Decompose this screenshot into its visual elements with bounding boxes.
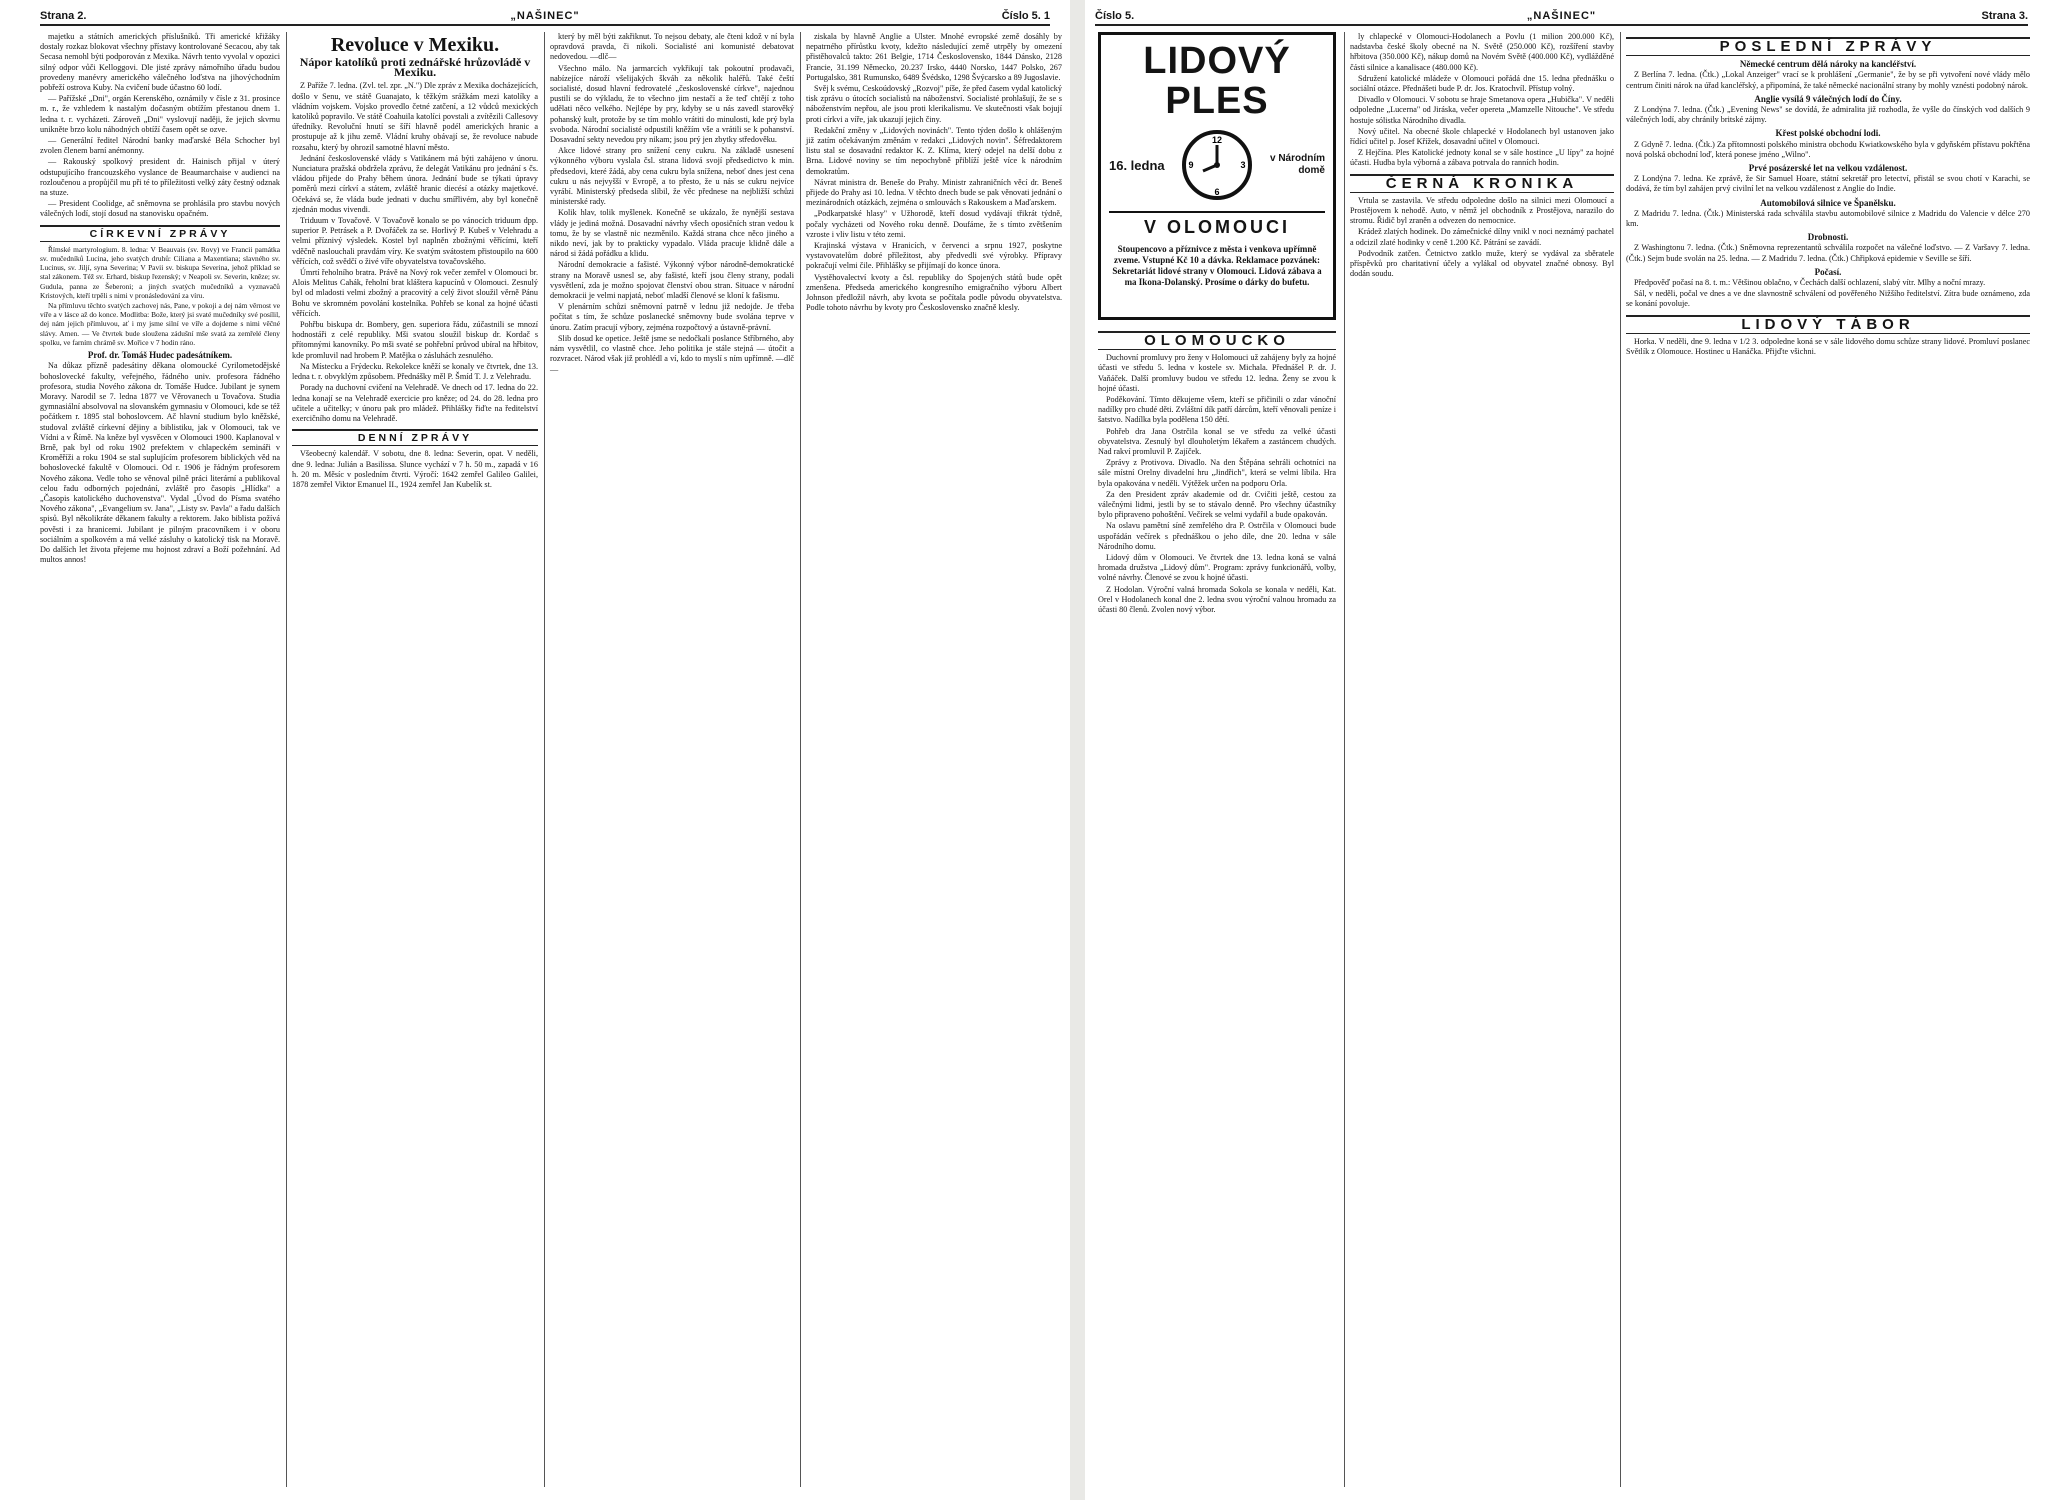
paragraph: Návrat ministra dr. Beneše do Prahy. Ministr zahraničních věcí dr. Beneš přijede do Prahy asi 10. ledna. V těchto dnech bude se pak věnovati jednání o mezinárodních otázkách, zejména o smlouvách s Rakouskem a Maďarskem. — [806, 177, 1062, 208]
paragraph: Kolik hlav, tolik myšlenek. Konečně se ukázalo, že nynější sestava vlády je jediná možná. Dosavadní návrhy všech oposičních stran vedou k tomu, že by se vlastně nic nezměnilo. Každá strana chce něco jiného a nikdo neví, jak by to prakticky vypadalo. Vláda pracuje klidně dále a národ si žádá pořádku a klidu. — [550, 208, 794, 259]
left-masthead: „NAŠINEC" — [510, 10, 580, 22]
paragraph: Pohřbu biskupa dr. Bombery, gen. superiora řádu, zúčastnili se mnozí hodnostáři z celé republiky. Mši svatou sloužil biskup dr. Kordač s přítomnými kanovníky. Po mši svaté se pohřební průvod ubíral na hřbitov, kde promluvil nad hrobem P. Matějka o zásluhách zesnulého. — [292, 320, 538, 360]
paragraph: Vystěhovalectví kvoty a čsl. republiky do Spojených států bude opět zmenšena. Předseda amerického kongresního emigračního výboru Albert Johnson předložil návrh, aby kvota se počítala podle původu obyvatelstva. Podle tohoto návrhu by kvoty pro Československo značně klesly. — [806, 272, 1062, 313]
paragraph: Z Londýna 7. ledna. Ke zprávě, že Sir Samuel Hoare, státní sekretář pro letectví, přistál se svou chotí v Karachi, se dodává, že tím byl zahájen prvý civilní let na velkou vzdálenost z Anglie do Indie. — [1626, 174, 2030, 194]
paragraph: Poděkování. Tímto děkujeme všem, kteří se přičinili o zdar vánoční nadílky pro chudé děti. Zvláštní dík patří dárcům, kteří věnovali peníze i šatstvo. Nadílka byla podělena 150 dětí. — [1098, 395, 1336, 425]
svg-text:12: 12 — [1211, 135, 1223, 145]
paragraph: Vrtula se zastavila. Ve středu odpoledne došlo na silnici mezi Olomoucí a Prostějovem k nehodě. Auto, v němž jel obchodník z Prostějova, narazilo do stromu. Řidič byl zraněn a odvezen do nemocnice. — [1350, 195, 1614, 226]
paragraph: — President Coolidge, ač sněmovna se prohlásila pro stavbu nových válečných lodí, stojí dosud na stanovisku opačném. — [40, 199, 280, 219]
paragraph: Svěj k svému, Ceskoúdovský „Rozvoj" píše, že před časem vydal katolický tisk zprávu o útocích socialistů na náboženství. Socialisté prohlašují, že se s náboženstvím nepřou, ale jsou proti klerikalismu. Ve skutečnosti však bojují proti církvi a víře, jak ukazují jejich činy. — [806, 84, 1062, 124]
paragraph: Z Washingtonu 7. ledna. (Čtk.) Sněmovna reprezentantů schválila rozpočet na válečné loďstvo. — Z Varšavy 7. ledna. (Čtk.) Sejm bude svolán na 25. ledna. — Z Madridu 7. ledna. (Čtk.) Chřipková epidemie v Seville se šíří. — [1626, 243, 2030, 263]
ball-title: LIDOVÝ PLES — [1143, 40, 1291, 122]
ball-date: 16. ledna — [1109, 157, 1165, 173]
paragraph: Krádež zlatých hodinek. Do zámečnické dílny vnikl v noci neznámý pachatel a odcizil zlaté hodinky v ceně 1.200 Kč. Pátrání se zavádí. — [1350, 227, 1614, 247]
paragraph: Římské martyrologium. 8. ledna: V Beauvais (sv. Rovy) ve Francii památka sv. mučedníků Lucina, jeho svatých druhů: Ciliana a Maxentiana; slavného sv. Lucinus, sv. Jiljí, syna Severina; V Pavii sv. biskupa Severina, jehož příklad se stal zákonem. Též sv. Erhard, biskup řezenský; v Neapoli sv. Severin, kněze; sv. Gudula, panna ze Šeberoni; a jiných svatých mučedníků a vyznavačů Kristových, kteří trpěli s nimi v pronásledování za víru. — [40, 244, 280, 300]
left-column-1 — [40, 32, 280, 1487]
paragraph: Divadlo v Olomouci. V sobotu se hraje Smetanova opera „Hubička". V neděli odpoledne „Lucerna" od Jiráska, večer opereta „Mamzelle Nitouche". Ve středu hostuje sólistka Národního divadla. — [1350, 95, 1614, 125]
svg-text:3: 3 — [1240, 160, 1246, 170]
paragraph: Pohřeb dra Jana Ostrčila konal se ve středu za velké účasti obyvatelstva. Zesnulý byl dlouholetým lékařem a zastáncem chudých. Nad rakví promluvil P. Zajíček. — [1098, 426, 1336, 457]
clock-icon — [1179, 127, 1255, 203]
news-heading: Německé centrum dělá nároky na kancléřství. — [1739, 59, 1917, 70]
paragraph: Porady na duchovní cvičení na Velehradě. Ve dnech od 17. ledna do 22. ledna konají se na Velehradě exercicie pro kněze; od 24. do 28. ledna pro učitele a učitelky; v únoru pak pro mládež. Přihlášky řiďte na ředitelství exercičního domu na Velehradě. — [292, 383, 538, 423]
news-heading: Automobilová silnice ve Španělsku. — [1760, 197, 1896, 208]
section-heading-olomoucko: OLOMOUCKO — [1098, 331, 1336, 350]
news-heading: Počasí. — [1814, 266, 1842, 277]
paragraph: Z Londýna 7. ledna. (Čtk.) „Evening News" se dovídá, že admiralita již rozhodla, že vyšle do čínských vod dalších 9 válečných lodí, aby chránily britské zájmy. — [1626, 105, 2030, 125]
paragraph: který by měl býti zakřiknut. To nejsou debaty, ale čteni kdož v ní byla opravdová pravda, či nikoli. Socialisté ani komunisté debatovat nedovedou. —dlč— — [550, 32, 794, 62]
paragraph: Z Gdyně 7. ledna. (Čtk.) Za přítomnosti polského ministra obchodu Kwiatkowského byla v gdyňském přístavu pokřtěna nová polská obchodní loď, která ponese jméno „Wilno". — [1626, 139, 2030, 159]
article-title: Revoluce v Mexiku. — [330, 34, 500, 56]
paragraph: Z Madridu 7. ledna. (Čtk.) Ministerská rada schválila stavbu automobilové silnice z Madridu do Valencie v délce 270 km. — [1626, 208, 2030, 229]
paragraph: ly chlapecké v Olomouci-Hodolanech a Povlu (1 milion 200.000 Kč), nadstavba české školy obecné na N. Světě (250.000 Kč), rozšíření stavby hřbitova (350.000 Kč), nákup domů na Novém Světě (400.000 Kč), vydlážděné části silnice a kanalisace (480.000 Kč). — [1350, 32, 1614, 72]
paragraph: Nový učitel. Na obecné škole chlapecké v Hodolanech byl ustanoven jako řídící učitel p. Josef Křížek, dosavadní učitel v Olomouci. — [1350, 126, 1614, 147]
paragraph: Duchovní promluvy pro ženy v Holomouci už zahájeny byly za hojné účasti ve středu 5. ledna v kostele sv. Michala. Přednášel P. dr. J. Vaňáček. Další promluvy budou ve středu 12. ledna. Ženy se zvou k hojné účasti. — [1098, 353, 1336, 393]
paragraph: Slib dosud ke opetice. Ještě jsme se nedočkali poslance Stříbrného, aby nám vysvětlil, co vlastně chce. Jeho politika je stále stejná — útočit a rozvracet. Národ však již prohlédl a ví, kdo to myslí s ním upřímně. —dlč— — [550, 333, 794, 374]
paragraph: V plenárním schůzi sněmovní patrně v lednu již nedojde. Je třeba počítat s tím, že schůze poslanecké sněmovny bude svolána teprve v únoru. Zatím pracují výbory, zejména rozpočtový a ústavně-právní. — [550, 302, 794, 332]
news-heading: Drobnosti. — [1807, 232, 1849, 243]
left-column-2 — [286, 32, 538, 1487]
paragraph: Horka. V neděli, dne 9. ledna v 1/2 3. odpoledne koná se v sále lidového domu schůze strany lidové. Promluví poslanec Světlík z Olomouce. Hostinec u Hanáčka. Přijďte všichni. — [1626, 336, 2030, 357]
section-heading-last-news: POSLEDNÍ ZPRÁVY — [1626, 37, 2030, 56]
obituary-heading: Prof. dr. Tomáš Hudec padesátníkem. — [87, 350, 233, 361]
paragraph: ziskala by hlavně Anglie a Ulster. Mnohé evropské země dosáhly by nepatrného přírůstku kvoty, kdežto následující země utrpěly by omezení přistěhovalců takto: 261 Belgie, 1714 Československo, 1844 Dánsko, 2128 Francie, 31.199 Německo, 20.237 Irsko, 4440 Norsko, 1447 Polsko, 267 Portugalsko, 381 Rumunsko, 6489 Švédsko, 1298 Švýcarsko a 89 Jugoslavie. — [806, 32, 1062, 82]
news-heading: Křest polské obchodní lodi. — [1775, 128, 1881, 139]
paragraph: Zprávy z Protivova. Divadlo. Na den Štěpána sehráli ochotníci na sále místní Orelny divadelní hru „Jindřich", která se velmi líbila. Hra byla opakována v neděli. Výtěžek určen na podporu Orla. — [1098, 458, 1336, 488]
right-column-1 — [1098, 326, 1336, 1486]
section-heading-black-chronicle: ČERNÁ KRONIKA — [1350, 174, 1614, 193]
svg-text:6: 6 — [1214, 187, 1220, 197]
right-masthead: „NAŠINEC" — [1526, 10, 1597, 22]
left-issue-number: Číslo 5. 1 — [1001, 10, 1050, 22]
paragraph: Sál, v neděli, počal ve dnes a ve dne slavnostně schválení od pověřeného Nižšího ředitelství. Zítra bude oznámeno, zda se konání povoluje. — [1626, 289, 2030, 309]
paragraph: Z Paříže 7. ledna. (Zvl. tel. zpr. „N.") Dle zpráv z Mexika docházejících, došlo v Senu, ve státě Guanajato, k těžkým srážkám mezi katolíky a vládním vojskem. Vojsko provedlo četné zatčení, a 12 vůdců mexických katolíků popravilo. Ve státě Coahuila katolíci povstali a zvítězili Callesovy úředníky. Revoluční hnutí se šíří hlavně podél amerických hranic a prostupuje až k jihu země. Vládní kruhy obávají se, že revoluce nabude rozsahu, který by ohrozil samotné hlavní město. — [292, 81, 538, 152]
paragraph: „Podkarpatské hlasy" v Užhorodě, kteří dosud vydávají třikrát týdně, počaly vycházeti od Nového roku denně. Doufáme, že s tímto zvětšením vzroste i vliv listu v této zemi. — [806, 209, 1062, 239]
right-issue-number: Číslo 5. — [1095, 10, 1135, 22]
paragraph: Krajinská výstava v Hranicích, v červenci a srpnu 1927, poskytne vystavovatelům dobré příležitost, aby předvedli své výrobky. Přípravy pokračují velmi čile. Přihlášky se přijímají do konce února. — [806, 241, 1062, 271]
news-heading: Anglie vysílá 9 válečných lodí do Číny. — [1754, 93, 1902, 104]
paragraph: Na oslavu pamětní síně zemřelého dra P. Ostrčila v Olomouci bude uspořádán večírek s přednáškou o jeho díle, dne 20. ledna v sále Národního domu. — [1098, 521, 1336, 551]
right-page-number: Strana 3. — [1981, 10, 2028, 22]
paragraph: Jednání československé vlády s Vatikánem má býti zahájeno v únoru. Nunciatura pražská obdržela zprávu, že delegát Vatikánu pro jednání s čs. vládou přijede do Prahy během února. Jednání bude se týkati úpravy poměrů mezi církví a státem, zvláště hranic diecésí a otázky majetkové. Očekává se, že vláda bude jednati v duchu smířlivém, aby byl konečně zjednán modus vivendi. — [292, 153, 538, 214]
paragraph: — Rakouský spolkový president dr. Hainisch přijal v úterý odstupujícího francouzského vyslance de Beaumarchaise v audienci na rozloučenou a propůjčil mu při té to příležitosti velký záty čestný odznak na stuze. — [40, 157, 280, 198]
paragraph: Úmrtí řeholního bratra. Právě na Nový rok večer zemřel v Olomouci br. Alois Melitus Cahák, řeholní brat kláštera kapucínů v Olomouci. Zesnulý byl od mladosti velmi zbožný a pracovitý a celý život sloužil věrně Pánu Bohu ve skromném povolání kostelníka. Pohřeb se konal za hojné účasti věřících. — [292, 268, 538, 318]
paragraph: Akce lidové strany pro snížení ceny cukru. Na základě usnesení výkonného výboru vyslala čsl. strana lidová svojí předsedictvo k min. předsedovi, které žádá, aby cena cukru byla snížena, neboť dnes jest cena cukru u nás nejvyšší v Evropě, a to přesto, že u nás se cukru nejvíce vyrábí. Ministerský předseda slíbil, že věc přednese na nejbližší schůzi ministerské rady. — [550, 146, 794, 207]
paragraph: Všeobecný kalendář. V sobotu, dne 8. ledna: Severin, opat. V neděli, dne 9. ledna: Julián a Basilissa. Slunce vychází v 7 h. 50 m., zapadá v 16 h. 20 m. Měsíc v posledním čtvrti. Výročí: 1642 zemřel Galileo Galilei, 1878 zemřel Viktor Emanuel II., 1924 zemřel Jan Kubelík st. — [292, 449, 538, 489]
paragraph: Na důkaz přízně padesátiny děkana olomoucké Cyrilometodějské bohoslovecké fakulty, veřejného, řádného univ. profesora řádného profesora, studia Nového zákona dr. Tomáše Hudce. Jubilant je synem Moravy. Narodil se 7. ledna 1877 ve Věrovanech u Tovačova. Studia gymnasiální absolvoval na slovanském gymnasiu v Olomouci, kde se též počátkem r. 1895 stal bohoslovcem. Ač hlavní studium bylo kněžské, studoval zvláště církevní dějiny a biblistiku, jak v Olomouci, tak ve Vídni a v Římě. Na kněze byl vysvěcen v Olomouci 1900. Kaplanoval v Brně, pak byl od roku 1902 prefektem v chlapeckém semináři v Kroměříži a roku 1904 se stal suplujícím profesorem biblických věd na bohoslovecké fakultě v Olomouci. Od r. 1906 je řádným profesorem Nového zákona. Vedle toho se věnoval pilně práci literární a publikoval celou řadu odborných pojednání, zvláště pro časopis „Hlídka" a „Časopis katolického duchovenstva". Vydal „Úvod do Písma svatého Nového zákona", „Evangelium sv. Jana", „Listy sv. Pavla" a řadu dalších spisů. Byl několikráte děkanem fakulty a rektorem. Jako biblista požívá pověsti i za hranicemi. Jubilant je pilným pracovníkem i v oboru sociálním a spolkovém a má velké zásluhy o katolický tisk na Moravě. Do dalších let života přejeme mu hojnost zdraví a Boží požehnání. Ad multos annos! — [40, 361, 280, 565]
paragraph: Z Hejčína. Ples Katolické jednoty konal se v sále hostince „U lípy" za hojné účasti. Hudba byla výborná a zábava potrvala do ranních hodin. — [1350, 148, 1614, 168]
paragraph: Na přímluvu těchto svatých zachovej nás, Pane, v pokoji a dej nám věrnost ve víře a v lásce až do konce. Modlitba: Bože, který jsi svaté mučedníky své posílil, dej nám jejich přímluvou, ať i my jsme silní ve víře a dojdeme s nimi věčné slávy. Amen. — Ve čtvrtek bude sloužena zádušní mše svatá za zemřelé členy spolku, ve farním chrámě sv. Mořice v 7 hodin ráno. — [40, 301, 280, 347]
paragraph: Na Místecku a Frýdecku. Rekolekce kněží se konaly ve čtvrtek, dne 13. ledna t. r. obvyklým způsobem. Přednášky měl P. Šmíd T. J. z Velehradu. — [292, 361, 538, 382]
paragraph: Všechno málo. Na jarmarcích vykřikují tak pokoutní prodavači, nabízejíce nároží všelijakých škváh za několik haléřů. Také čeští socialisté, dosud hlavní fedrovatelé „československé církve", najednou pustili se do výkladu, že to všechno jim nestačí a že teď chtějí z toho udělati něco velkého. Nejlépe by pry, kdyby se u nás zavedl starověký pohanský kult, protože by se tím mohlo vrátiti do minulosti, kde prý byla svoboda. Národní socialisté odpustili kněžím vše a vrátili se k pohanství. Dosavadní sekty nevedou pry nikam; jsou prý jen zbytky středověku. — [550, 63, 794, 145]
section-heading-church: CÍRKEVNÍ ZPRÁVY — [40, 225, 280, 242]
article-subtitle: Nápor katolíků proti zednářské hrůzovládě v Mexiku. — [299, 55, 531, 80]
right-column-2 — [1344, 32, 1614, 1487]
paragraph: — Generální ředitel Národní banky maďarské Béla Schocher byl zvolen členem barní anémonny. — [40, 136, 280, 156]
news-heading: Prvé posázerské let na velkou vzdálenost. — [1748, 163, 1908, 174]
paragraph: Z Berlína 7. ledna. (Čtk.) „Lokal Anzeiger" vrací se k prohlášení „Germanie", že by se při vytvoření nové vlády mělo centrum činiti nárok na úřad kancléřský, a připomíná, že také německé nacionální strany by mohly vznésti podobný nárok. — [1626, 70, 2030, 90]
page-gutter — [1070, 0, 1085, 1500]
paragraph: majetku a státních amerických příslušníků. Tři americké křižáky dostaly rozkaz blokovat všechny přístavy kontrolované Secacou, aby tak Secasa nemohl býti podporován z Mexika. Návrh tento vyvolal v opozici silný odpor vůči Kelloggovi. Dle jisté zprávy námořního úřadu budou provedeny manévry amerického válečného loďstva na jihovýchodním pobřeží ostrova Kuby. Na cvičení bude účastno 60 lodí. — [40, 32, 280, 93]
paragraph: Sdružení katolické mládeže v Olomouci pořádá dne 15. ledna přednášku o sociální otázce. Přednášeti bude P. dr. Jos. Kratochvíl. Přístup volný. — [1350, 73, 1614, 94]
paragraph: Lidový dům v Olomouci. Ve čtvrtek dne 13. ledna koná se valná hromada družstva „Lidový dům". Program: zprávy funkcionářů, volby, volné návrhy. Členové se zvou k hojné účasti. — [1098, 553, 1336, 583]
ball-info-row — [1109, 127, 1325, 203]
left-column-3 — [544, 32, 794, 1487]
right-head-rule — [1095, 24, 2028, 26]
svg-text:9: 9 — [1188, 160, 1194, 170]
paragraph: Triduum v Tovačově. V Tovačově konalo se po vánocích triduum dpp. superior P. Petrásek a P. Dvořáček za se. Horlivý P. Kubeš v Velehradu a velmi příznivý výsledek. Kostel byl naplněn zbožnými věřícími, kteří vděčně naslouchali pravdám víry. Ke svatým svátostem přistoupilo na 600 věřících, což svědčí o živé víře obyvatelstva tovačovského. — [292, 216, 538, 266]
right-column-3 — [1620, 32, 2030, 1487]
paragraph: — Pařížské „Dni", orgán Kerenského, oznámily v čísle z 31. prosince m. r., že vzhledem k nastalým dočasným obtížím přestanou dnem 1. ledna t. r. vycházeti. Zároveň „Dni" vyslovují naději, že jejich skvrnu unikněte brzo kolu náhodných obtíží časem opět se ozve. — [40, 94, 280, 134]
left-head-rule — [40, 24, 1050, 26]
section-heading-daily: DENNÍ ZPRÁVY — [292, 429, 538, 446]
paragraph: Podvodník zatčen. Četnictvo zatklo muže, který se vydával za sběratele příspěvků pro charitativní účely a vylákal od obyvatel značné obnosy. Byl dodán soudu. — [1350, 248, 1614, 279]
ball-advertisement — [1098, 32, 1336, 320]
paragraph: Z Hodolan. Výroční valná hromada Sokola se konala v neděli, Kat. Orel v Hodolanech konal dne 2. ledna svou výroční valnou hromadu za účasti 80 členů. Zvolen nový výbor. — [1098, 584, 1336, 615]
paragraph: Za den President zpráv akademie od dr. Cvičiti ještě, cestou za válečnými lidmi, jestli by se to stávalo denně. Pro všechny účastníky bylo připraveno pohoštění. Večírek se velmi vydařil a bude opakován. — [1098, 489, 1336, 520]
left-page-number: Strana 2. — [40, 10, 87, 22]
ball-venue: v Národním domě — [1269, 153, 1325, 176]
section-heading-people-camp: LIDOVÝ TÁBOR — [1626, 315, 2030, 334]
paragraph: Národní demokracie a fašisté. Výkonný výbor národně-demokratické strany na Moravě usnesl se, aby fašisté, kteří jsou členy strany, podali vysvětlení, zda je možno spojovat členství obou stran. Situace v národní demokracii je velmi napjatá, neboť mladší členové se kloní k fašismu. — [550, 260, 794, 301]
paragraph: Redakční změny v „Lidových novinách". Tento týden došlo k ohlášeným již zatím očekávaným změnám v redakci „Lidových novin". Šéfredaktorem listu stal se dosavadní redaktor K. Z. Klíma, který odejel na delší dobu z Brna. Lidové noviny se tím nepochybně přiblíží ještě více k národním demokratům. — [806, 125, 1062, 176]
ball-invitation-text: Stoupencovo a příznivce z města i venkova upřímně zveme. Vstupné Kč 10 a dávka. Reklamace pozvánek: Sekretariát lidové strany v Olomouci. Lidová zábava a ma Ikona-Dolanský. Prosíme o dárky do bufetu. — [1112, 244, 1322, 287]
ball-city: V OLOMOUCI — [1109, 211, 1325, 238]
paragraph: Předpověď počasí na 8. t. m.: Většinou oblačno, v Čechách další ochlazení, slabý vítr. Mlhy a noční mrazy. — [1634, 278, 1986, 288]
left-column-4 — [800, 32, 1062, 1487]
